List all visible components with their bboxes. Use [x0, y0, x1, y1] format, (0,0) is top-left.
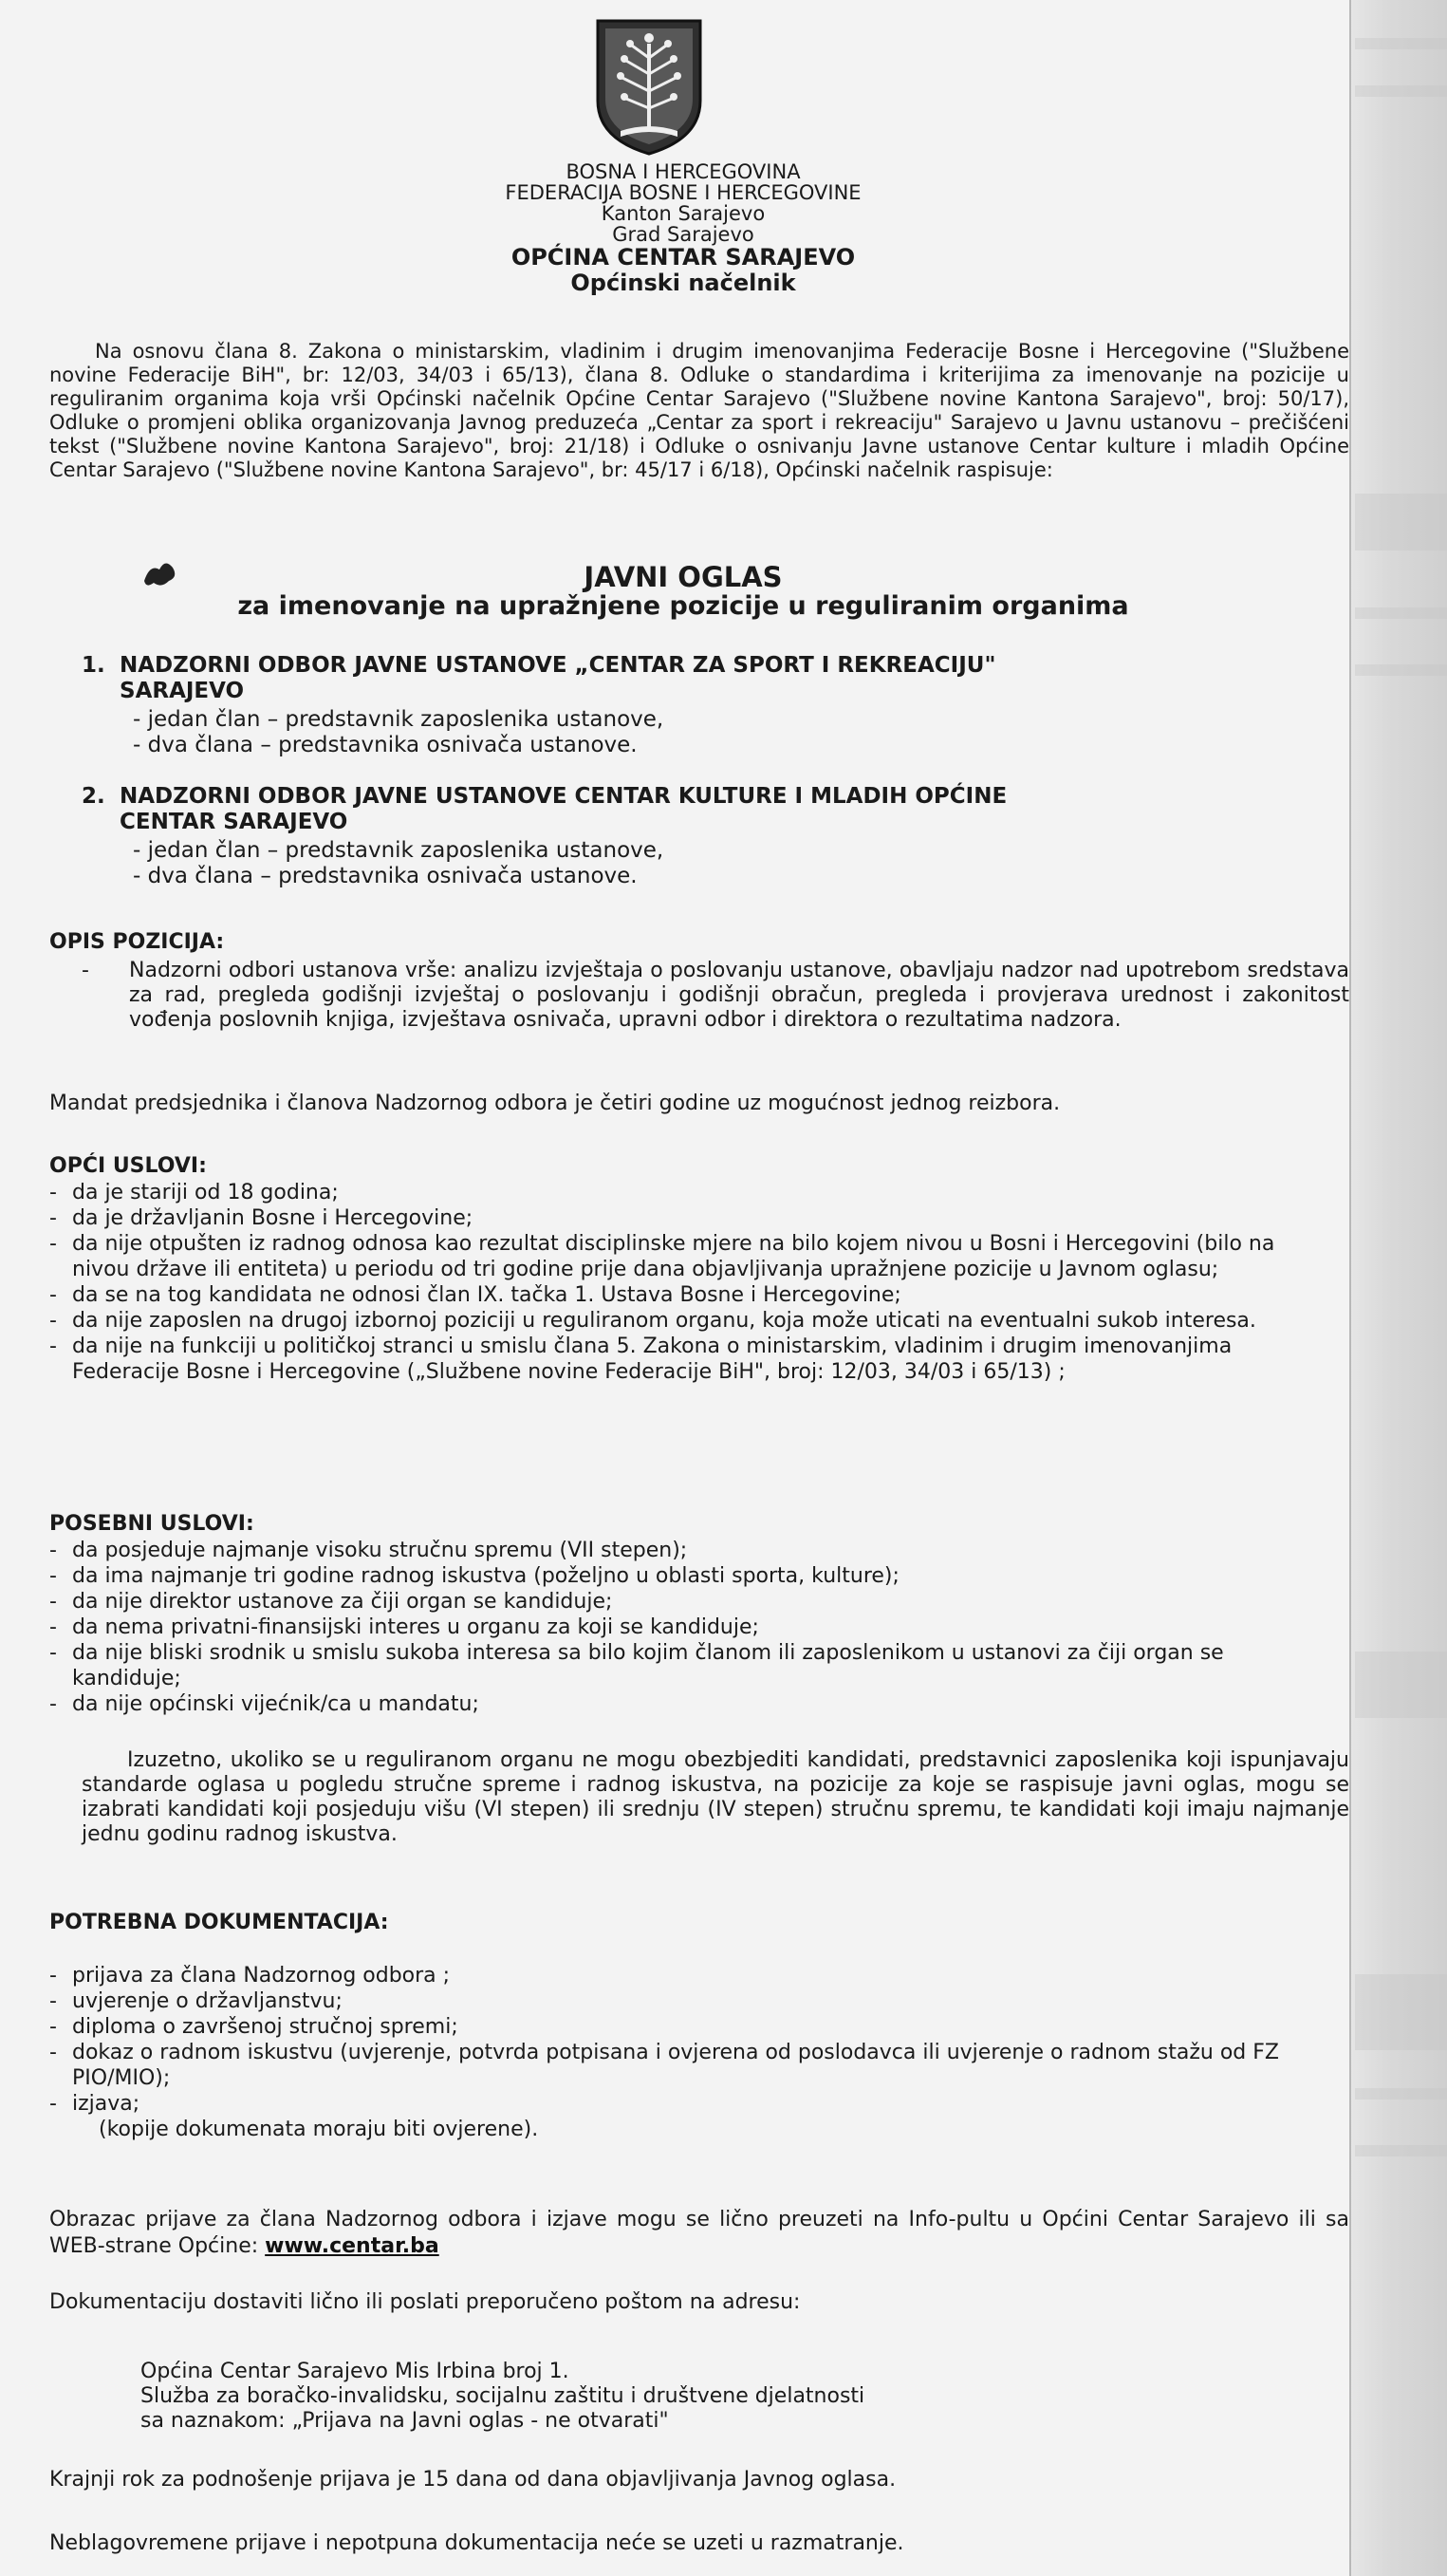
list-item: - da nije na funkciji u političkoj stranci u smislu člana 5. Zakona o ministarskim, vladinim i drugim imenovanjima Federacije Bosne i Hercegovine („Službene novine Federacije BiH", broj: 12/03, 34/03 i 65/13) ;	[49, 1335, 1233, 1384]
notice-subtitle: za imenovanje na upražnjene pozicije u reguliranim organima	[237, 591, 1129, 621]
position-1-member-employees: - jedan član – predstavnik zaposlenika ustanove,	[133, 707, 664, 732]
section-heading-special-conditions: POSEBNI USLOVI:	[49, 1512, 254, 1536]
position-1-number: 1.	[82, 653, 105, 678]
list-item: - da nije direktor ustanove za čiji organ se kandiduje;	[49, 1590, 613, 1614]
list-item: - da nije bliski srodnik u smislu sukoba interesa sa bilo kojim članom ili zaposlenikom u ustanovi za čiji organ se kandiduje;	[49, 1641, 1224, 1690]
header-country: BOSNA I HERCEGOVINA	[566, 160, 801, 183]
list-item: - uvjerenje o državljanstvu;	[49, 1989, 343, 2013]
list-item: - da ima najmanje tri godine radnog iskustva (poželjno u oblasti sporta, kulture);	[49, 1564, 900, 1588]
exception-note: Izuzetno, ukoliko se u reguliranom organu ne mogu obezbjediti kandidati, predstavnici zaposlenika koji ispunjavaju standarde oglasa u pogledu stručne spreme i radnog iskustva, na pozicije za koje se raspisuje javni oglas, mogu se izabrati kandidati koji posjeduju višu (VI stepen) ili srednju (IV stepen) stručnu spremu, te kandidati koji imaju najmanje jednu godinu radnog iskustva.	[82, 1748, 1349, 1846]
position-1-title: NADZORNI ODBOR JAVNE USTANOVE „CENTAR ZA SPORT I REKREACIJU"	[120, 653, 996, 678]
list-item: - da nema privatni-finansijski interes u organu za koji se kandiduje;	[49, 1615, 759, 1639]
certified-copies-note: (kopije dokumenata moraju biti ovjerene).	[99, 2118, 539, 2141]
list-item: - izjava;	[49, 2092, 140, 2116]
list-item: - da je stariji od 18 godina;	[49, 1181, 339, 1204]
adjacent-page-bleed	[1349, 0, 1447, 2576]
notice-title: JAVNI OGLAS	[584, 561, 783, 593]
position-2-title: NADZORNI ODBOR JAVNE USTANOVE CENTAR KULTURE I MLADIH OPĆINE	[120, 784, 1008, 809]
header-canton: Kanton Sarajevo	[601, 202, 766, 225]
list-item: - dokaz o radnom iskustvu (uvjerenje, potvrda potpisana i ovjerena od poslodavca ili uvjerenje o radnom stažu od FZ PIO/MIO);	[49, 2041, 1279, 2090]
description-item	[82, 959, 1349, 1033]
list-item: - da se na tog kandidata ne odnosi član IX. tačka 1. Ustava Bosne i Hercegovine;	[49, 1283, 901, 1307]
position-2-number: 2.	[82, 784, 105, 809]
list-item: - da nije zaposlen na drugoj izbornoj poziciji u reguliranom organu, koja može uticati na eventualni sukob interesa.	[49, 1309, 1256, 1333]
forms-paragraph	[49, 2207, 1349, 2260]
special-conditions-list	[49, 1538, 1292, 1717]
list-dash: -	[82, 959, 89, 982]
issuer-header	[0, 161, 1366, 296]
header-mayor: Općinski načelnik	[570, 270, 796, 296]
mandate-text: Mandat predsjednika i članova Nadzornog odbora je četiri godine uz mogućnost jednog reizbora.	[49, 1092, 1061, 1115]
deadline-text: Krajnji rok za podnošenje prijava je 15 dana od dana objavljivanja Javnog oglasa.	[49, 2468, 897, 2492]
list-item: - da nije općinski vijećnik/ca u mandatu;	[49, 1692, 479, 1716]
mailing-address	[140, 2360, 864, 2434]
section-heading-description: OPIS POZICIJA:	[49, 930, 225, 954]
forms-text: Obrazac prijave za člana Nadzornog odbora i izjave mogu se lično preuzeti na Info-pultu u Općini Centar Sarajevo ili sa WEB-strane Općine:	[49, 2208, 1349, 2258]
header-municipality: OPĆINA CENTAR SARAJEVO	[510, 244, 856, 271]
address-line-2: Služba za boračko-invalidsku, socijalnu zaštitu i društvene djelatnosti	[140, 2384, 865, 2408]
list-item: - da je državljanin Bosne i Hercegovine;	[49, 1206, 473, 1230]
address-line-3: sa naznakom: „Prijava na Javni oglas - ne otvarati"	[140, 2409, 669, 2433]
header-city: Grad Sarajevo	[612, 223, 754, 246]
position-2-city: CENTAR SARAJEVO	[120, 810, 348, 834]
list-item: - da nije otpušten iz radnog odnosa kao rezultat disciplinske mjere na bilo kojem nivou u Bosni i Hercegovini (bilo na nivou države ili entiteta) u periodu od tri godine prije dana objavljivanja upražnjene pozicije u Javnom oglasu;	[49, 1232, 1275, 1281]
section-heading-general-conditions: OPĆI USLOVI:	[49, 1154, 207, 1178]
documentation-list	[49, 1963, 1292, 2117]
website-link[interactable]: www.centar.ba	[265, 2234, 439, 2258]
late-applications-text: Neblagovremene prijave i nepotpuna dokumentacija neće se uzeti u razmatranje.	[49, 2531, 904, 2555]
header-federation: FEDERACIJA BOSNE I HERCEGOVINE	[505, 181, 862, 204]
position-2-member-employees: - jedan član – predstavnik zaposlenika ustanove,	[133, 838, 664, 863]
general-conditions-list	[49, 1180, 1292, 1385]
list-item: - diploma o završenoj stručnoj spremi;	[49, 2015, 458, 2039]
position-1-city: SARAJEVO	[120, 679, 245, 703]
list-item: - prijava za člana Nadzornog odbora ;	[49, 1964, 451, 1988]
submission-instruction: Dokumentaciju dostaviti lično ili poslati preporučeno poštom na adresu:	[49, 2290, 801, 2314]
intro-paragraph: Na osnovu člana 8. Zakona o ministarskim, vladinim i drugim imenovanjima Federacije Bosne i Hercegovine ("Službene novine Federacije BiH", br: 12/03, 34/03 i 65/13), člana 8. Odluke o standardima i kriterijima za imenovanje na pozicije u reguliranim organima koja vrši Općinski načelnik Općine Centar Sarajevo ("Službene novine Kantona Sarajevo", broj: 50/17), Odluke o promjeni oblika organizovanja Javnog preduzeća „Centar za sport i rekreaciju" Sarajevo u Javnu ustanovu – prečišćeni tekst ("Službene novine Kantona Sarajevo", broj: 21/18) i Odluke o osnivanju Javne ustanove Centar kulture i mladih Općine Centar Sarajevo ("Službene novine Kantona Sarajevo", br: 45/17 i 6/18), Općinski načelnik raspisuje:	[49, 340, 1349, 481]
section-heading-documentation: POTREBNA DOKUMENTACIJA:	[49, 1911, 389, 1934]
description-text: Nadzorni odbori ustanova vrše: analizu izvještaja o poslovanju ustanove, obavljaju nadzor nad upotrebom sredstava za rad, pregleda godišnji izvještaj o poslovanju i godišnji obračun, pregleda i provjerava urednost i zakonitost vođenja poslovnih knjiga, izvještava osnivača, upravni odbor i direktora o rezultatima nadzora.	[129, 959, 1349, 1032]
address-line-1: Općina Centar Sarajevo Mis Irbina broj 1.	[140, 2360, 569, 2383]
position-2-member-founder: - dva člana – predstavnika osnivača ustanove.	[133, 864, 638, 888]
list-item: - da posjeduje najmanje visoku stručnu spremu (VII stepen);	[49, 1539, 688, 1562]
municipality-crest-icon	[592, 15, 706, 158]
position-1-member-founder: - dva člana – predstavnika osnivača ustanove.	[133, 733, 638, 757]
